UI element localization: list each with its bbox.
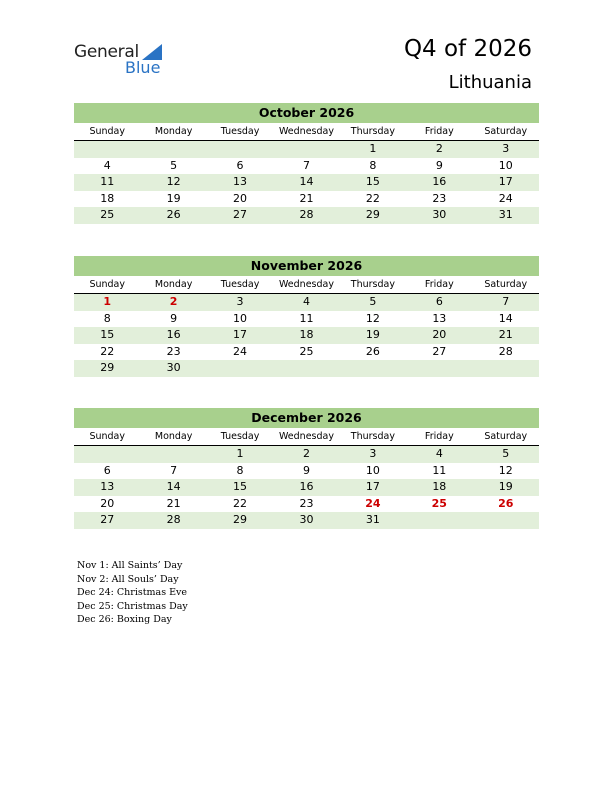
day-cell: 11 [432,463,447,477]
weekday-label: Tuesday [220,126,260,137]
weekday-label: Friday [424,126,454,137]
holiday-day-cell: 25 [431,496,447,510]
day-cell: 18 [299,328,314,342]
month-calendar [74,103,539,224]
holiday-note: Dec 25: Christmas Day [77,600,188,612]
day-cell: 9 [435,158,443,172]
weekday-label: Tuesday [220,431,260,442]
week-row [74,479,539,496]
holiday-note: Nov 2: All Souls’ Day [77,573,179,585]
holiday-day-cell: 26 [498,496,514,510]
day-cell: 4 [103,158,111,172]
day-cell: 30 [166,361,181,375]
week-row [74,360,539,377]
day-cell: 8 [103,311,111,325]
day-cell: 15 [365,175,380,189]
weekday-header [74,276,539,294]
day-cell: 30 [299,513,314,527]
day-cell: 10 [498,158,513,172]
day-cell [273,360,339,377]
day-cell: 22 [100,344,115,358]
day-cell: 6 [236,158,244,172]
day-cell: 2 [302,447,310,460]
weekday-label: Saturday [484,126,528,137]
holiday-day-cell: 1 [103,295,112,308]
day-cell [273,141,339,158]
logo-blue: Blue [125,58,161,77]
day-cell: 15 [233,480,248,494]
day-cell: 17 [365,480,380,494]
week-row [74,294,539,311]
day-cell: 19 [365,328,380,342]
day-cell: 21 [299,191,314,205]
day-cell: 5 [170,158,178,172]
holiday-note: Dec 26: Boxing Day [77,614,172,625]
day-cell: 12 [365,311,380,325]
day-cell [74,141,140,158]
day-cell: 14 [299,175,314,189]
day-cell: 8 [236,463,244,477]
day-cell: 27 [432,344,447,358]
weekday-label: Friday [424,431,454,442]
day-cell: 25 [100,208,115,222]
weekday-label: Thursday [350,279,395,290]
day-cell [140,141,206,158]
day-cell: 17 [498,175,513,189]
day-cell [207,141,273,158]
day-cell [340,360,406,377]
day-cell [473,360,539,377]
day-cell: 26 [365,344,380,358]
day-cell: 28 [299,208,314,222]
week-row [74,158,539,175]
day-cell: 23 [432,191,447,205]
day-cell: 16 [166,328,181,342]
page-title: Q4 of 2026 [403,36,532,62]
weekday-label: Wednesday [278,279,334,290]
weekday-header [74,123,539,141]
day-cell: 14 [498,311,513,325]
weekday-label: Sunday [89,126,125,137]
day-cell: 18 [432,480,447,494]
weekday-label: Thursday [350,431,395,442]
day-cell: 15 [100,328,115,342]
day-cell: 28 [166,513,181,527]
logo-general: General [74,42,139,62]
day-cell: 29 [365,208,380,222]
day-cell: 7 [170,463,178,477]
day-cell: 13 [233,175,248,189]
day-cell: 31 [498,208,513,222]
day-cell: 24 [233,344,248,358]
week-row [74,141,539,158]
day-cell: 10 [233,311,248,325]
day-cell: 21 [498,328,513,342]
day-cell: 7 [302,158,310,172]
day-cell: 1 [369,142,377,155]
weekday-label: Sunday [89,279,125,290]
day-cell [473,512,539,529]
day-cell: 3 [236,295,244,308]
day-cell: 25 [299,344,314,358]
day-cell [406,360,472,377]
day-cell: 11 [100,175,115,189]
week-row [74,446,539,463]
day-cell: 2 [435,142,443,155]
day-cell: 29 [233,513,248,527]
week-row [74,191,539,208]
logo [74,42,174,78]
weekday-label: Monday [154,126,193,137]
weekday-label: Thursday [350,126,395,137]
day-cell: 5 [502,447,510,460]
day-cell: 22 [365,191,380,205]
day-cell: 28 [498,344,513,358]
day-cell: 5 [369,295,377,308]
weekday-label: Tuesday [220,279,260,290]
day-cell: 26 [166,208,181,222]
week-row [74,463,539,480]
day-cell: 23 [299,496,314,510]
weekday-header [74,428,539,446]
month-calendar [74,256,539,377]
holiday-day-cell: 2 [169,295,178,308]
day-cell: 27 [100,513,115,527]
day-cell: 1 [236,447,244,460]
day-cell: 13 [432,311,447,325]
day-cell: 18 [100,191,115,205]
weekday-label: Monday [154,279,193,290]
day-cell: 16 [299,480,314,494]
day-cell: 21 [166,496,181,510]
weekday-label: Wednesday [278,431,334,442]
weekday-label: Saturday [484,431,528,442]
day-cell: 8 [369,158,377,172]
month-title: December 2026 [74,408,539,428]
day-cell: 12 [166,175,181,189]
day-cell: 9 [170,311,178,325]
day-cell: 9 [302,463,310,477]
week-row [74,311,539,328]
weekday-label: Sunday [89,431,125,442]
holiday-note: Nov 1: All Saints’ Day [77,560,183,571]
day-cell: 14 [166,480,181,494]
day-cell [207,360,273,377]
day-cell [406,512,472,529]
weekday-label: Saturday [484,279,528,290]
weekday-label: Monday [154,431,193,442]
day-cell: 10 [365,463,380,477]
week-row [74,512,539,529]
day-cell: 29 [100,361,115,375]
day-cell: 20 [432,328,447,342]
day-cell: 27 [233,208,248,222]
week-row [74,207,539,224]
day-cell [140,446,206,463]
day-cell: 19 [166,191,181,205]
day-cell: 20 [233,191,248,205]
day-cell: 17 [233,328,248,342]
day-cell: 4 [435,447,443,460]
week-row [74,327,539,344]
month-title: November 2026 [74,256,539,276]
month-title: October 2026 [74,103,539,123]
holiday-day-cell: 24 [365,496,381,510]
week-row [74,496,539,513]
month-calendar [74,408,539,529]
day-cell [74,446,140,463]
weekday-label: Friday [424,279,454,290]
day-cell: 22 [233,496,248,510]
day-cell: 30 [432,208,447,222]
day-cell: 7 [502,295,510,308]
day-cell: 6 [103,463,111,477]
day-cell: 20 [100,496,115,510]
day-cell: 3 [502,142,510,155]
holiday-note: Dec 24: Christmas Eve [77,587,188,598]
day-cell: 12 [498,463,513,477]
country-name: Lithuania [448,72,532,93]
week-row [74,174,539,191]
day-cell: 13 [100,480,115,494]
weekday-label: Wednesday [278,126,334,137]
day-cell: 23 [166,344,181,358]
day-cell: 24 [498,191,513,205]
day-cell: 16 [432,175,447,189]
day-cell: 3 [369,447,377,460]
day-cell: 31 [365,513,380,527]
day-cell: 4 [302,295,310,308]
holiday-notes [77,559,188,627]
day-cell: 6 [435,295,443,308]
week-row [74,344,539,361]
day-cell: 19 [498,480,513,494]
day-cell: 11 [299,311,314,325]
